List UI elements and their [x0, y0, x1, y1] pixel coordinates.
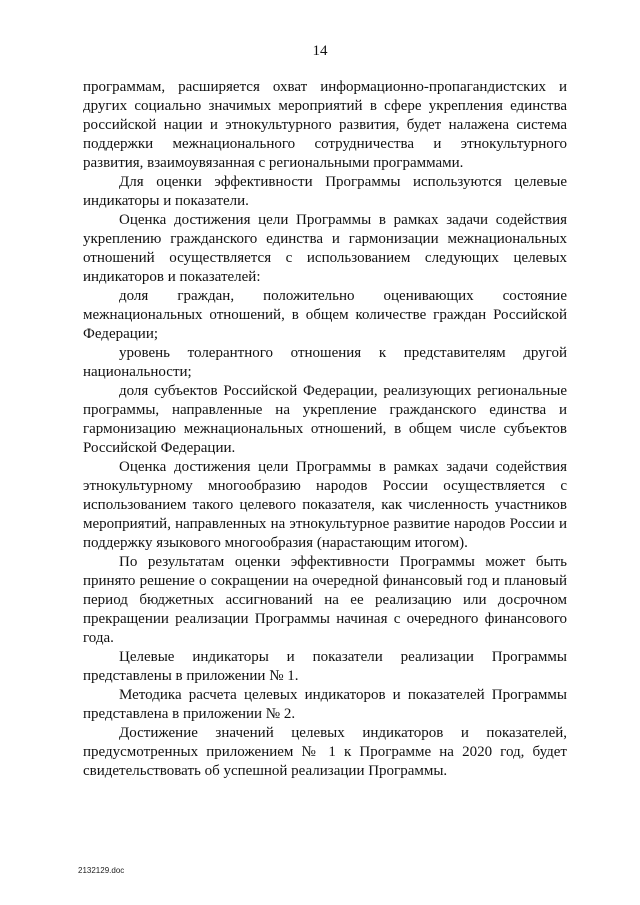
paragraph-8: По результатам оценки эффективности Программы может быть принято решение о сокращении на очередной финансовый год и плановый период бюджетных ассигнований на ее реализацию или досрочном прекращении реализации Программы начиная с очередного финансового года.: [83, 554, 567, 646]
paragraph-3: Оценка достижения цели Программы в рамках задачи содействия укреплению гражданского единства и гармонизации межнациональных отношений осуществляется с использованием следующих целевых индикаторов и показателей:: [83, 212, 567, 285]
paragraph-9: Целевые индикаторы и показатели реализации Программы представлены в приложении № 1.: [83, 649, 567, 684]
document-body: [83, 78, 567, 781]
page-number: 14: [312, 43, 328, 59]
paragraph-1: программам, расширяется охват информационно-пропагандистских и других социально значимых мероприятий в сфере укрепления единства российской нации и этнокультурного развития, будет налажена система поддержки межнационального сотрудничества и этнокультурного развития, взаимоувязанная с региональными программами.: [83, 79, 567, 171]
paragraph-5: уровень толерантного отношения к представителям другой национальности;: [83, 345, 567, 380]
footer-file-code: 2132129.doc: [78, 866, 125, 875]
paragraph-11: Достижение значений целевых индикаторов и показателей, предусмотренных приложением № 1 к Программе на 2020 год, будет свидетельствовать об успешной реализации Программы.: [83, 725, 567, 779]
paragraph-7: Оценка достижения цели Программы в рамках задачи содействия этнокультурному многообразию народов России осуществляется с использованием такого целевого показателя, как численность участников мероприятий, направленных на этнокультурное развитие народов России и поддержку языкового многообразия (нарастающим итогом).: [83, 459, 567, 551]
paragraph-2: Для оценки эффективности Программы используются целевые индикаторы и показатели.: [83, 174, 567, 209]
paragraph-6: доля субъектов Российской Федерации, реализующих региональные программы, направленные на укрепление гражданского единства и гармонизацию межнациональных отношений, в общем числе субъектов Российской Федерации.: [83, 383, 567, 456]
paragraph-10: Методика расчета целевых индикаторов и показателей Программы представлена в приложении № 2.: [83, 687, 567, 722]
paragraph-4: доля граждан, положительно оценивающих состояние межнациональных отношений, в общем количестве граждан Российской Федерации;: [83, 288, 567, 342]
